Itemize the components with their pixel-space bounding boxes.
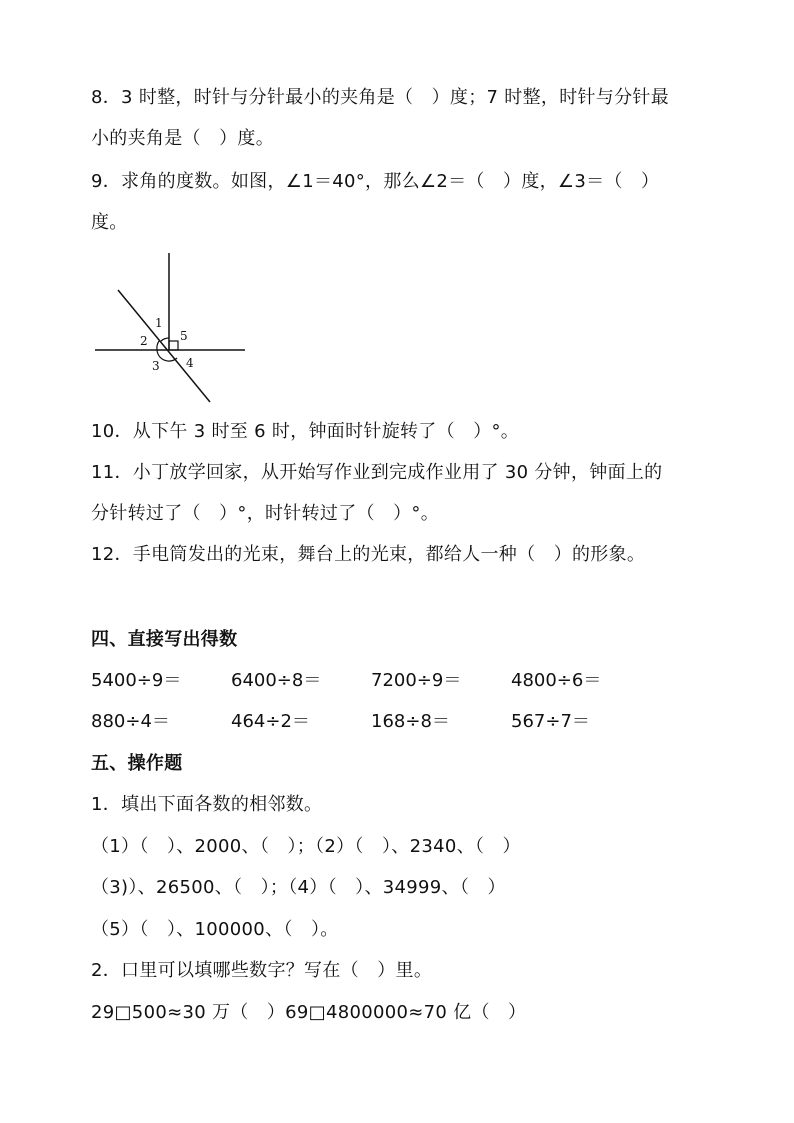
intersecting-lines-diagram [90,250,250,405]
question-10: 10．从下午 3 时至 6 时，钟面时针旋转了（ ）°。 [91,421,520,442]
question-11-line-1: 11．小丁放学回家，从开始写作业到完成作业用了 30 分钟，钟面上的 [91,462,663,483]
angle-label-1: 1 [155,316,163,330]
section-5-q1-line-2: （3)）、26500、（ ）；（4）（ ）、34999、（ ） [91,877,506,898]
calc-item: 880÷4＝ [91,711,170,732]
angle-label-4: 4 [186,356,194,370]
angle-3-arc [157,350,177,361]
angle-label-5: 5 [180,329,188,343]
angle-figure [90,250,250,405]
section-5-q1-line-3: （5）（ ）、100000、（ ）。 [91,919,339,940]
angle-label-3: 3 [152,359,160,373]
angle-1-arc [161,338,169,341]
calc-item: 567÷7＝ [511,711,590,732]
question-9-line-2: 度。 [91,212,128,233]
right-angle-marker [169,341,178,350]
question-11-line-2: 分针转过了（ ）°，时针转过了（ ）°。 [91,503,439,524]
section-5-question-1: 1．填出下面各数的相邻数。 [91,794,323,815]
question-8-line-1: 8．3 时整，时针与分针最小的夹角是（ ）度；7 时整，时针与分针最 [91,87,669,108]
section-5-question-2: 2．口里可以填哪些数字？写在（ ）里。 [91,960,433,981]
angle-label-2: 2 [140,334,148,348]
calc-item: 5400÷9＝ [91,670,182,691]
section-5-heading: 五、操作题 [91,753,183,774]
question-9-line-1: 9．求角的度数。如图，∠1＝40°，那么∠2＝（ ）度，∠3＝（ ） [91,171,660,192]
section-5-q1-line-1: （1）（ ）、2000、（ ）；（2）（ ）、2340、（ ） [91,836,521,857]
question-12: 12．手电筒发出的光束，舞台上的光束，都给人一种（ ）的形象。 [91,544,646,565]
section-4-heading: 四、直接写出得数 [91,629,238,650]
section-5-q2-line: 29□500≈30 万（ ）69□4800000≈70 亿（ ） [91,1002,527,1023]
diagonal-line [118,290,210,402]
question-8-line-2: 小的夹角是（ ）度。 [91,128,274,149]
calc-item: 4800÷6＝ [511,670,602,691]
angle-2-arc [157,341,159,350]
calc-item: 6400÷8＝ [231,670,322,691]
calc-item: 168÷8＝ [371,711,450,732]
calc-item: 464÷2＝ [231,711,310,732]
calc-item: 7200÷9＝ [371,670,462,691]
